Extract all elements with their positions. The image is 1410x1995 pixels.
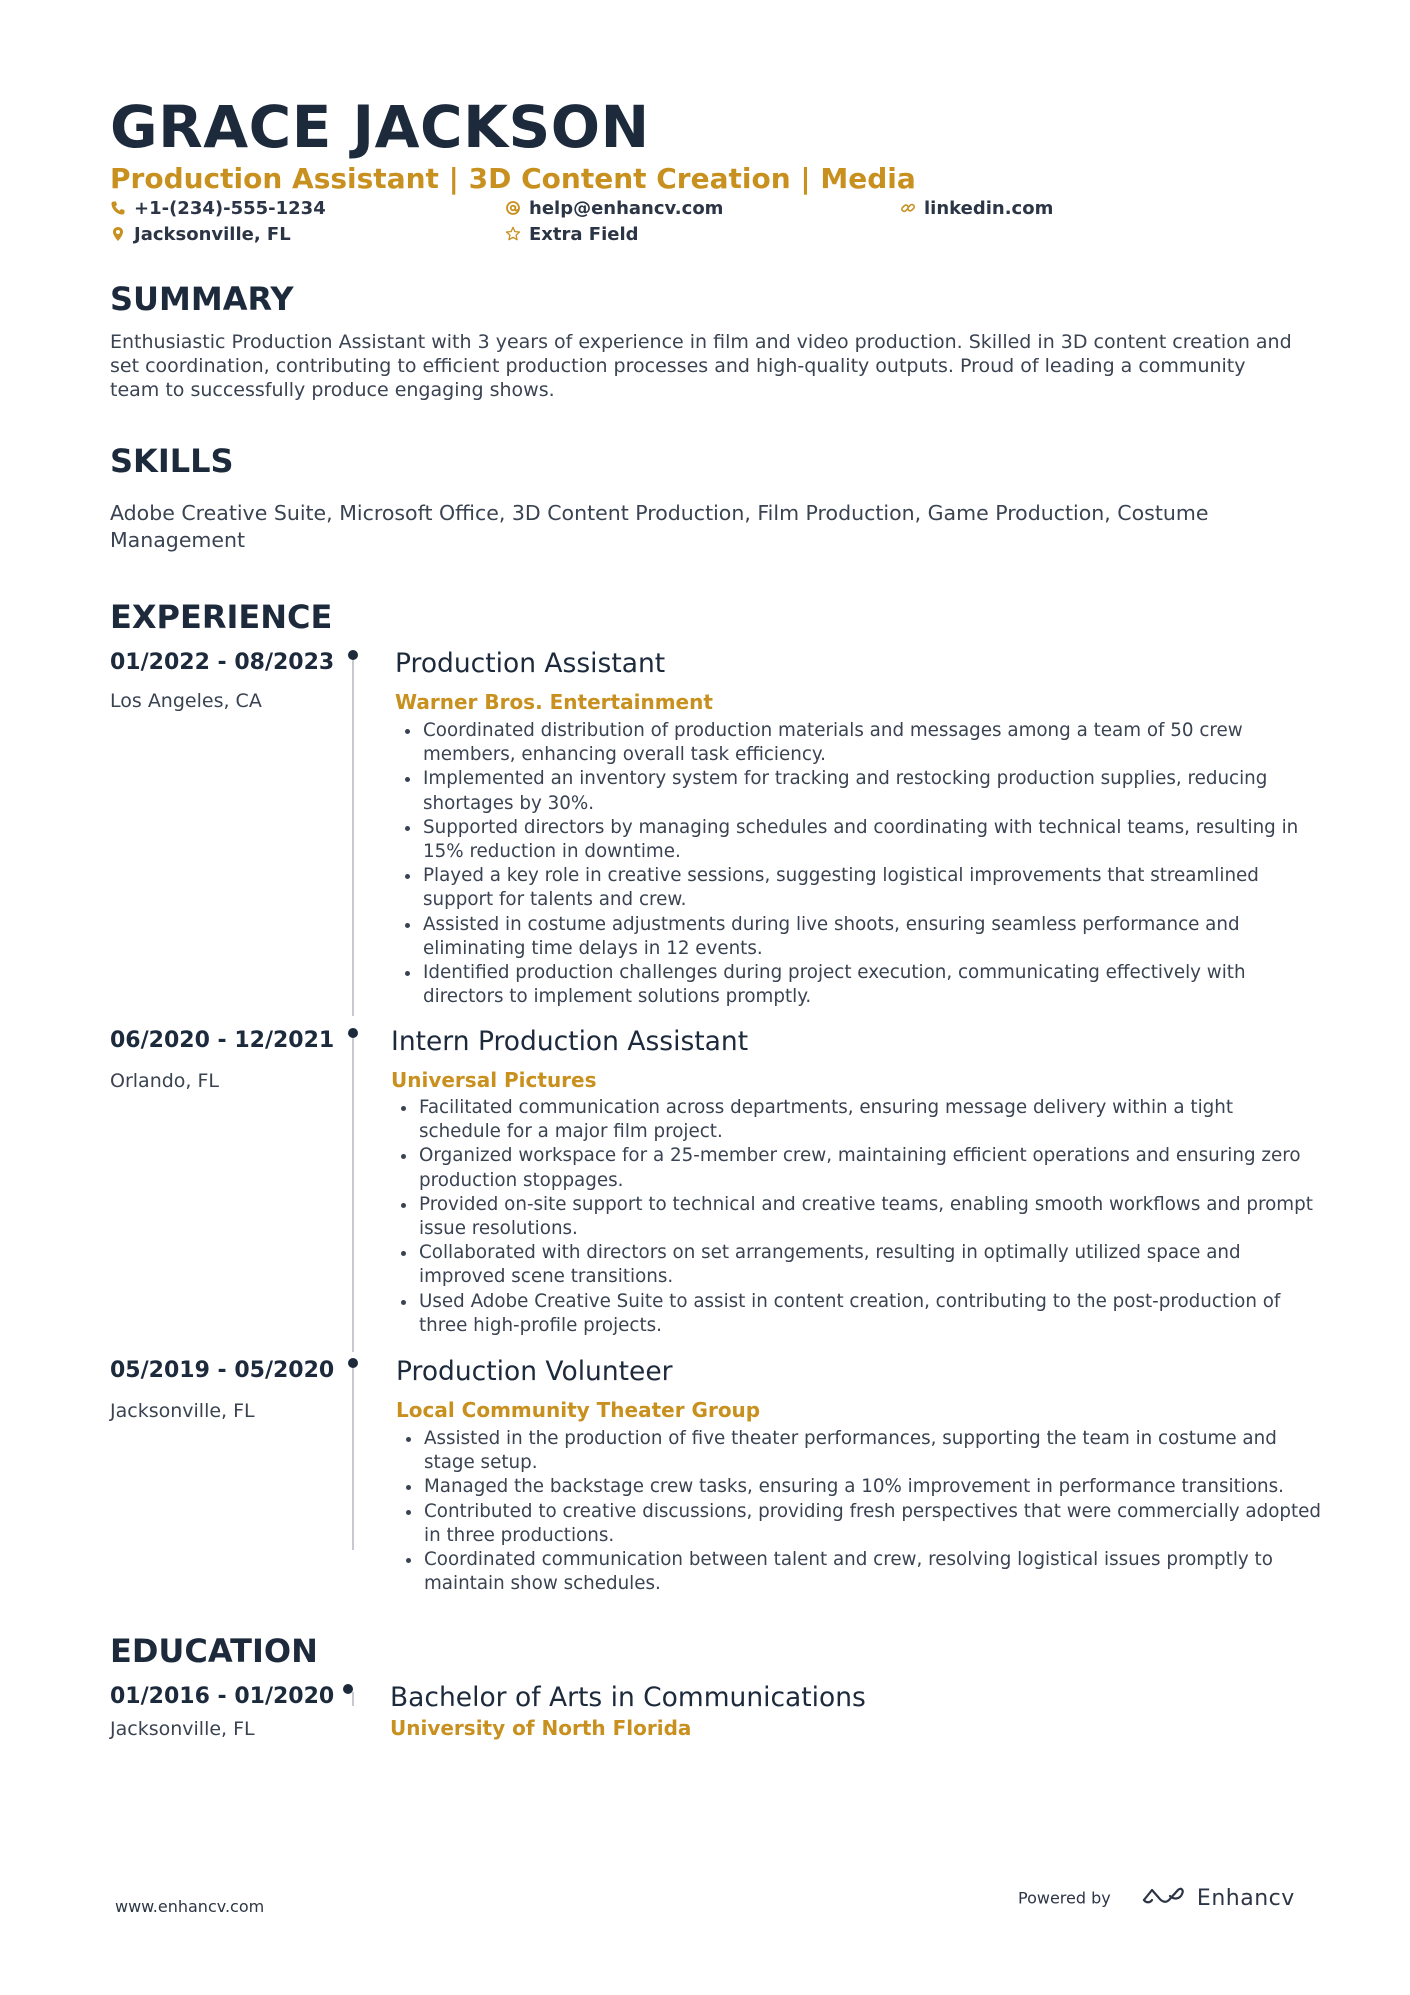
education-school: University of North Florida bbox=[390, 1716, 692, 1740]
list-item: Organized workspace for a 25-member crew, maintaining efficient operations and ensuring zero production stoppages. bbox=[419, 1144, 1319, 1192]
experience-location: Orlando, FL bbox=[110, 1070, 220, 1092]
experience-role: Production Assistant bbox=[395, 648, 666, 679]
experience-company: Universal Pictures bbox=[391, 1068, 597, 1092]
list-item: Assisted in costume adjustments during live shoots, ensuring seamless performance and eliminating time delays in 12 events. bbox=[423, 913, 1323, 961]
experience-bullets bbox=[396, 1427, 1324, 1596]
list-item: Facilitated communication across departments, ensuring message delivery within a tight schedule for a major film project. bbox=[419, 1096, 1319, 1144]
experience-heading: EXPERIENCE bbox=[110, 598, 333, 636]
list-item: Managed the backstage crew tasks, ensuring a 10% improvement in performance transitions. bbox=[424, 1475, 1324, 1499]
location-icon bbox=[110, 226, 128, 247]
experience-location: Jacksonville, FL bbox=[110, 1400, 255, 1422]
contact-phone-text: +1-(234)-555-1234 bbox=[134, 198, 326, 219]
list-item: Coordinated communication between talent and crew, resolving logistical issues promptly to maintain show schedules. bbox=[424, 1548, 1324, 1596]
education-dates: 01/2016 - 01/2020 bbox=[110, 1684, 335, 1709]
contact-phone[interactable] bbox=[110, 198, 326, 221]
contact-extra bbox=[505, 224, 639, 247]
skills-text: Adobe Creative Suite, Microsoft Office, 3D Content Production, Film Production, Game Production, Costume Management bbox=[110, 501, 1209, 552]
list-item: Coordinated distribution of production materials and messages among a team of 50 crew members, enhancing overall task efficiency. bbox=[423, 719, 1323, 767]
experience-company: Local Community Theater Group bbox=[396, 1398, 761, 1422]
list-item: Collaborated with directors on set arrangements, resulting in optimally utilized space and improved scene transitions. bbox=[419, 1241, 1319, 1289]
experience-bullets bbox=[391, 1096, 1319, 1338]
experience-dates: 06/2020 - 12/2021 bbox=[110, 1028, 335, 1053]
list-item: Implemented an inventory system for tracking and restocking production supplies, reducing shortages by 30%. bbox=[423, 767, 1323, 815]
experience-bullets bbox=[395, 719, 1323, 1009]
skills-heading: SKILLS bbox=[110, 442, 234, 480]
list-item: Assisted in the production of five theater performances, supporting the team in costume and stage setup. bbox=[424, 1427, 1324, 1475]
list-item: Provided on-site support to technical and creative teams, enabling smooth workflows and prompt issue resolutions. bbox=[419, 1193, 1319, 1241]
powered-by-label: Powered by bbox=[1018, 1888, 1111, 1908]
list-item: Played a key role in creative sessions, suggesting logistical improvements that streamlined support for talents and crew. bbox=[423, 864, 1323, 912]
brand-name: Enhancv bbox=[1196, 1885, 1295, 1911]
experience-role: Intern Production Assistant bbox=[391, 1026, 749, 1057]
experience-company: Warner Bros. Entertainment bbox=[395, 690, 713, 714]
list-item: Identified production challenges during project execution, communicating effectively with directors to implement solutions promptly. bbox=[423, 961, 1323, 1009]
contact-email-text: help@enhancv.com bbox=[529, 198, 724, 219]
contact-location-text: Jacksonville, FL bbox=[134, 224, 291, 245]
experience-dates: 01/2022 - 08/2023 bbox=[110, 650, 335, 675]
enhancv-logo-icon bbox=[1140, 1884, 1186, 1912]
timeline-line bbox=[352, 1366, 354, 1550]
email-icon bbox=[505, 200, 523, 221]
timeline-line bbox=[352, 1692, 354, 1706]
contact-extra-text: Extra Field bbox=[529, 224, 639, 245]
candidate-name: GRACE JACKSON bbox=[110, 93, 650, 161]
contact-linkedin[interactable] bbox=[900, 198, 1053, 221]
summary-heading: SUMMARY bbox=[110, 280, 294, 318]
timeline-line bbox=[352, 658, 354, 1016]
summary-text: Enthusiastic Production Assistant with 3 years of experience in film and video production. Skilled in 3D content creation and set coordination, contributing to efficient production processes and high-quality outputs. Proud of leading a community team to successfully produce engaging shows. bbox=[110, 331, 1292, 401]
list-item: Used Adobe Creative Suite to assist in content creation, contributing to the post-production of three high-profile projects. bbox=[419, 1290, 1319, 1338]
timeline-dot bbox=[348, 1358, 358, 1368]
education-location: Jacksonville, FL bbox=[110, 1718, 255, 1740]
timeline-line bbox=[352, 1034, 354, 1352]
candidate-title: Production Assistant | 3D Content Creation | Media bbox=[110, 162, 916, 195]
contact-email[interactable] bbox=[505, 198, 723, 221]
timeline-dot bbox=[348, 1028, 358, 1038]
contact-linkedin-text: linkedin.com bbox=[924, 198, 1054, 219]
footer-website[interactable]: www.enhancv.com bbox=[115, 1897, 265, 1916]
list-item: Contributed to creative discussions, providing fresh perspectives that were commercially adopted in three productions. bbox=[424, 1500, 1324, 1548]
timeline-dot bbox=[343, 1684, 353, 1694]
timeline-dot bbox=[348, 650, 358, 660]
list-item: Supported directors by managing schedules and coordinating with technical teams, resulting in 15% reduction in downtime. bbox=[423, 816, 1323, 864]
footer-branding bbox=[1018, 1884, 1295, 1912]
star-icon bbox=[505, 226, 523, 247]
link-icon bbox=[900, 200, 918, 221]
phone-icon bbox=[110, 200, 128, 221]
experience-location: Los Angeles, CA bbox=[110, 690, 262, 712]
experience-role: Production Volunteer bbox=[396, 1356, 673, 1387]
experience-dates: 05/2019 - 05/2020 bbox=[110, 1358, 335, 1383]
contact-location bbox=[110, 224, 291, 247]
education-degree: Bachelor of Arts in Communications bbox=[390, 1682, 866, 1713]
education-heading: EDUCATION bbox=[110, 1632, 318, 1670]
